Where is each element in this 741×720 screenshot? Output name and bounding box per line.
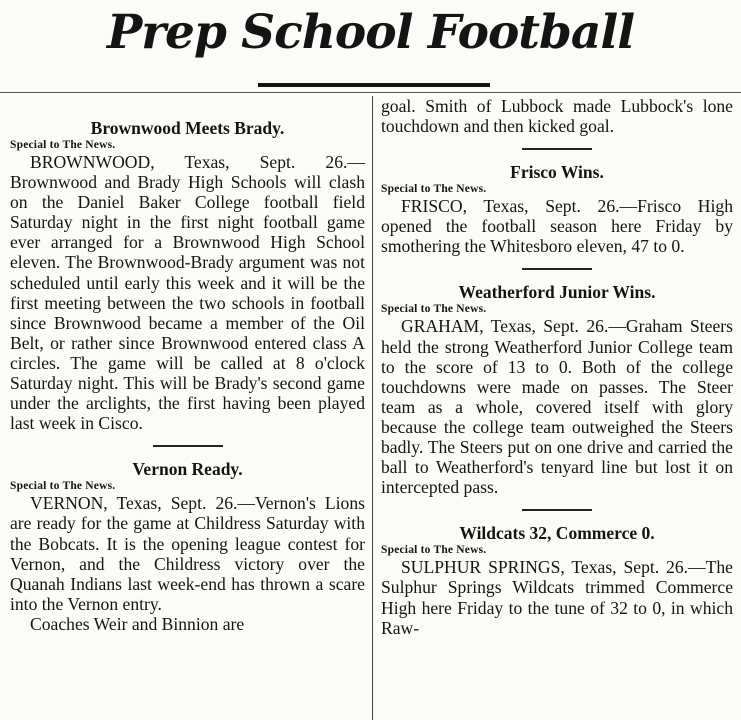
article-body-weatherford: GRAHAM, Texas, Sept. 26.—Graham Steers held the strong Weatherford Junior College team to the score of 13 to 0. Both of the college touchdowns were made on passes. The Steer team as a whole, covered itself with glory because the college team outweighed the Steers badly. The Steers put on one drive and carried the ball to Weatherford's tenyard line but lost it on intercepted pass. (381, 316, 733, 498)
headline-weatherford: Weatherford Junior Wins. (458, 282, 656, 303)
column-left (10, 96, 365, 634)
article-separator (522, 509, 592, 511)
title-rule (258, 83, 490, 87)
headline-frisco: Frisco Wins. (510, 162, 604, 183)
article-body-vernon-continued: Coaches Weir and Binnion are (30, 613, 245, 634)
top-border-rule (0, 92, 741, 93)
byline-wildcats: Special to The News. (381, 544, 487, 557)
article-separator (153, 445, 223, 447)
column-right (381, 96, 733, 638)
byline-frisco: Special to The News. (381, 183, 487, 196)
byline-vernon: Special to The News. (10, 480, 116, 493)
article-body-frisco: FRISCO, Texas, Sept. 26.—Frisco High opened the football season here Friday by smothering the Whitesboro eleven, 47 to 0. (381, 196, 733, 257)
headline-brownwood: Brownwood Meets Brady. (90, 118, 285, 138)
article-separator (522, 268, 592, 270)
byline-brownwood: Special to The News. (10, 139, 116, 151)
column-divider (372, 96, 373, 720)
article-body-brownwood: BROWNWOOD, Texas, Sept. 26.—Brownwood and Brady High Schools will clash on the Daniel Baker College football field Saturday night in the first night football game ever arranged for a Brownwood High School eleven. The Brownwood-Brady argument was not scheduled until early this week and it will be the first meeting between the two schools in football since Brownwood became a member of the Oil Belt, or rather since Brownwood entered class A circles. The game will be called at 8 o'clock Saturday night. This will be Brady's second game under the arclights, the first having been played last week in Cisco. (10, 152, 365, 434)
headline-wildcats: Wildcats 32, Commerce 0. (459, 523, 655, 544)
article-body-wildcats: SULPHUR SPRINGS, Texas, Sept. 26.—The Sulphur Springs Wildcats trimmed Commerce High here Friday to the tune of 32 to 0, in which Raw- (381, 557, 733, 638)
article-body-vernon: VERNON, Texas, Sept. 26.—Vernon's Lions are ready for the game at Childress Saturday with the Bobcats. It is the opening league contest for Vernon, and the Childress victory over the Quanah Indians last week-end has thrown a scare into the Vernon entry. (10, 493, 365, 614)
byline-weatherford: Special to The News. (381, 303, 487, 316)
article-separator (522, 148, 592, 150)
article-body-lubbock-continued: goal. Smith of Lubbock made Lubbock's lone touchdown and then kicked goal. (381, 96, 733, 137)
page-title: Prep School Football (106, 5, 635, 60)
headline-vernon: Vernon Ready. (132, 459, 243, 480)
